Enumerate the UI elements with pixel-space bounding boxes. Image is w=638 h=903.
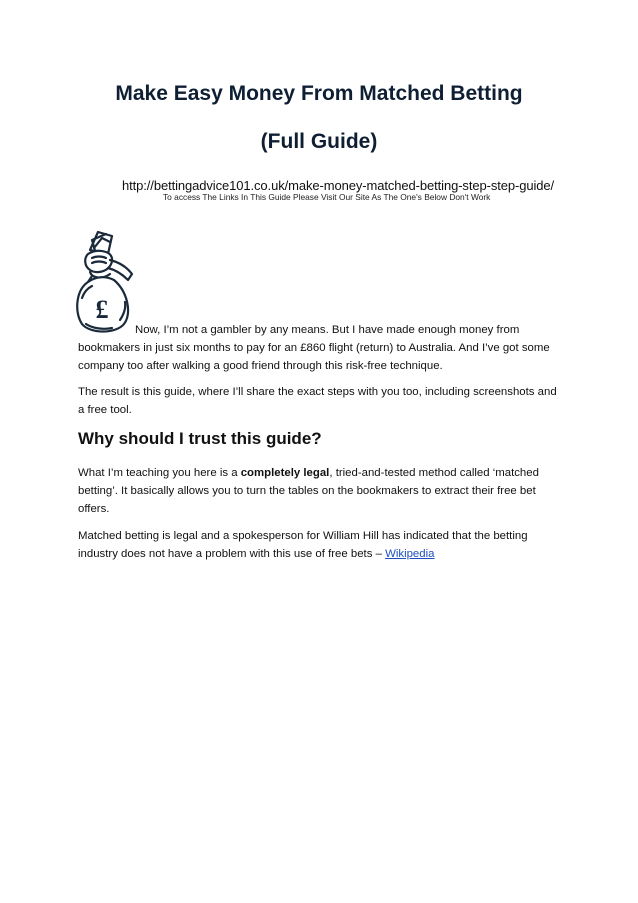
intro-paragraph: Now, I’m not a gambler by any means. But I have made enough money from bookmakers in just six months to pay for an £860 flight (return) to Australia. And I’ve got some company too after walking a good friend through this risk-free technique. <box>78 324 550 372</box>
source-url: http://bettingadvice101.co.uk/make-money-matched-betting-step-step-guide/ <box>122 178 555 193</box>
teaching-paragraph <box>78 464 564 518</box>
teaching-text-after: , tried-and-tested method called ‘matched betting’. It basically allows you to turn the tables on the bookmakers to extract their free bet offers. <box>78 467 539 515</box>
svg-text:£: £ <box>95 295 109 324</box>
teaching-bold-text: completely legal <box>240 467 330 479</box>
money-bag-image <box>72 228 138 336</box>
teaching-text-before: What I’m teaching you here is a <box>78 467 241 479</box>
section-heading-trust: Why should I trust this guide? <box>78 429 322 448</box>
links-notice: To access The Links In This Guide Please Visit Our Site As The One's Below Don't Work <box>163 192 491 202</box>
legal-paragraph <box>78 527 564 563</box>
legal-text: Matched betting is legal and a spokesperson for William Hill has indicated that the betting industry does not have a problem with this use of free bets – <box>78 530 528 560</box>
page-subtitle: (Full Guide) <box>260 130 378 153</box>
page-title: Make Easy Money From Matched Betting <box>115 82 523 105</box>
money-bag-icon <box>72 228 138 336</box>
wikipedia-link[interactable]: Wikipedia <box>385 548 435 560</box>
result-paragraph: The result is this guide, where I’ll share the exact steps with you too, including screenshots and a free tool. <box>78 386 557 416</box>
